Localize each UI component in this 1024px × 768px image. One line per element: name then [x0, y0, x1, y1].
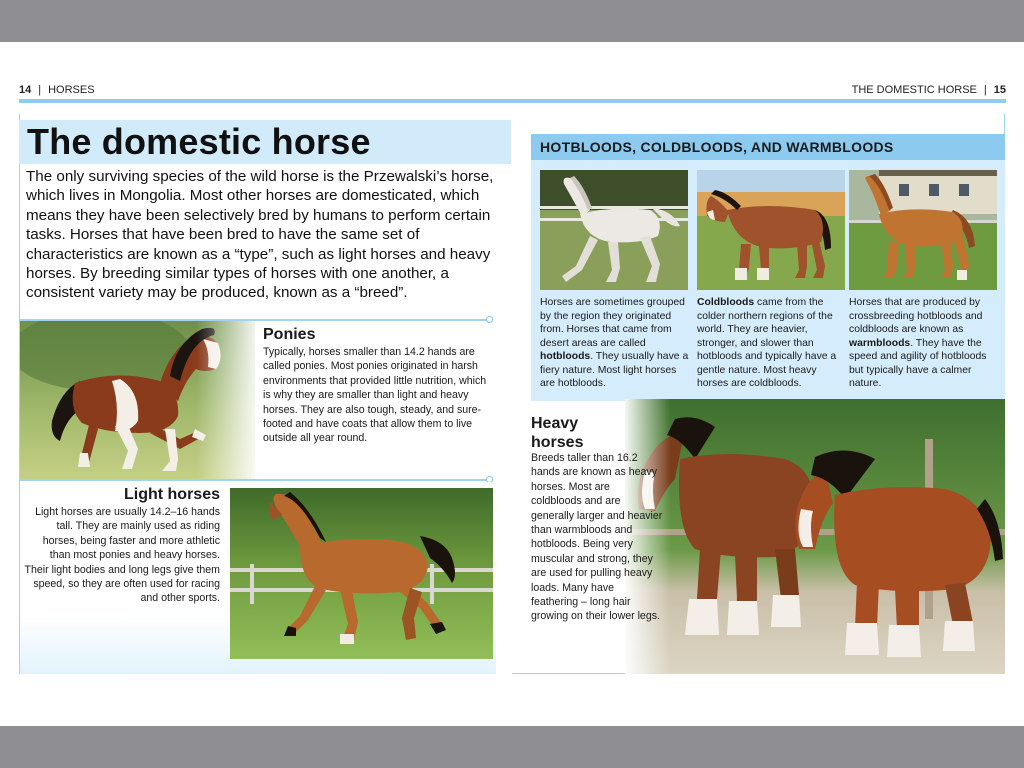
section-name-left: HORSES — [48, 84, 95, 96]
hotbloods-term: hotbloods — [540, 351, 591, 362]
warmbloods-paragraph: Horses that are produced by crossbreeding hotbloods and coldbloods are known as warmbloods. They have the speed and agility of hotbloods but typically have a calmer nature. — [849, 297, 987, 389]
hotbloods-paragraph: Horses are sometimes grouped by the region they originated from. Horses that came from desert areas are called hotbloods. They usually have a fiery nature. Most light horses are hotbloods. — [540, 297, 689, 389]
separator: | — [38, 84, 42, 96]
page-number-right: 15 — [993, 84, 1006, 96]
coldblood-photo — [697, 170, 845, 290]
warmbloods-term: warmbloods — [849, 337, 911, 349]
page-title: The domestic horse — [27, 121, 371, 162]
heavy-horses-heading: Heavy horses — [531, 415, 584, 451]
divider-dot — [486, 316, 493, 323]
pony-photo — [20, 321, 255, 479]
coldbloods-term: Coldbloods — [697, 297, 755, 308]
header-rule — [19, 99, 1006, 103]
page-number-left: 14 — [19, 84, 32, 96]
light-horses-paragraph: Light horses are usually 14.2–16 hands tall. They are mainly used as riding horses, being faster and more athletic than most ponies and heavy horses. Their light bodies and long legs give them speed, so they are often used for racing and other sports. — [24, 506, 220, 605]
running-head-right — [852, 84, 1006, 96]
section-divider — [20, 479, 488, 481]
ponies-heading: Ponies — [263, 326, 316, 343]
heavy-horses-photo — [625, 399, 1005, 674]
viewer-bottom-bar — [0, 726, 1024, 768]
running-head-left — [19, 84, 95, 96]
viewer-top-bar — [0, 0, 1024, 42]
intro-paragraph: The only surviving species of the wild horse is the Przewalski’s horse, which lives in Mongolia. Most other horses are domesticated, which means they have been selectively bred by humans to perform certain tasks. Horses that have been bred to have the same set of characteristics are known as a “type”, such as light horses and heavy horses. By breeding similar types of horses with one another, a consistent variety may be produced, known as a “breed”. — [26, 168, 494, 302]
light-horse-photo — [230, 488, 493, 659]
heavy-horses-paragraph: Breeds taller than 16.2 hands are known as heavy horses. Most are coldbloods and are generally larger and heavier than warmbloods and hotbloods. Being very muscular and strong, they are used for pulling heavy loads. Many have feathering – long hair growing on their lower legs. — [531, 452, 663, 623]
hotblood-photo — [540, 170, 688, 290]
separator: | — [983, 84, 987, 96]
warmblood-photo — [849, 170, 997, 290]
bloods-heading: HOTBLOODS, COLDBLOODS, AND WARMBLOODS — [531, 134, 1005, 160]
coldbloods-paragraph: Coldbloods came from the colder northern regions of the world. They are heavier, stronger, and slower than hotbloods and typically have a gentle nature. Most heavy horses are coldbloods. — [697, 297, 837, 389]
section-name-right: THE DOMESTIC HORSE — [851, 84, 977, 96]
light-horses-heading: Light horses — [123, 486, 220, 503]
ponies-paragraph: Typically, horses smaller than 14.2 hands are called ponies. Most ponies originated in harsh environments that provided little nutrition, which is why they are smaller than light and heavy horses. They are also tough, steady, and sure-footed and have coats that allow them to live outside all year round. — [263, 346, 487, 445]
